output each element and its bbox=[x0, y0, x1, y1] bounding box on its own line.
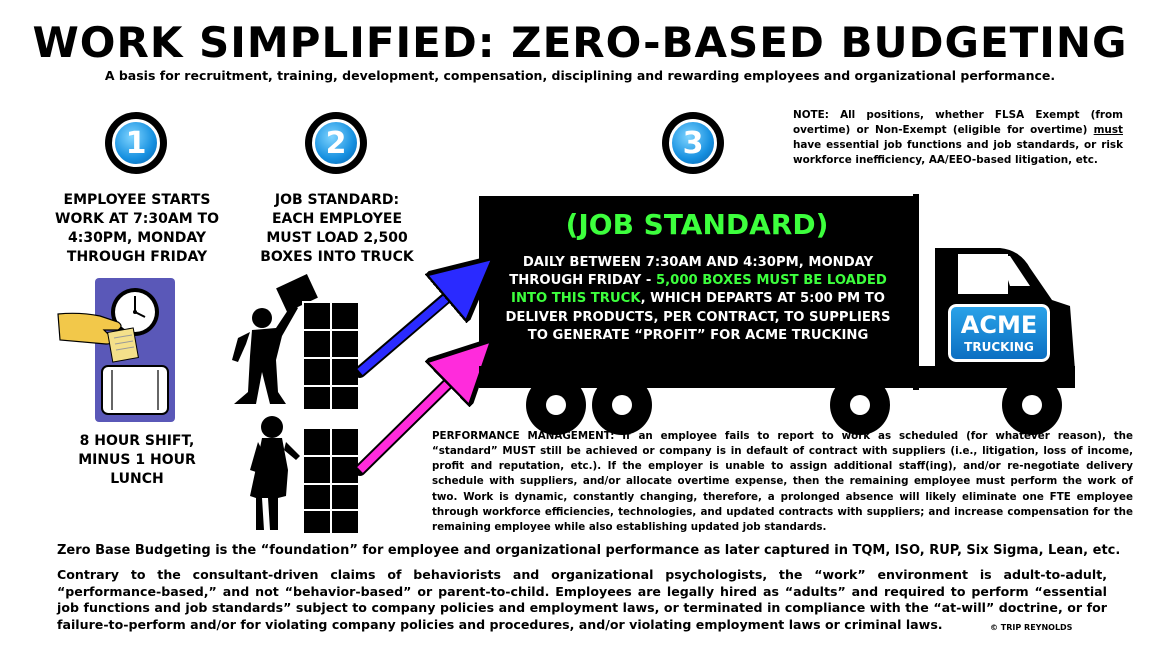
acme-logo-line2: TRUCKING bbox=[964, 340, 1034, 354]
step-2-heading: JOB STANDARD: EACH EMPLOYEE MUST LOAD 2,500 BOXES INTO TRUCK bbox=[260, 192, 414, 265]
page-title: WORK SIMPLIFIED: ZERO-BASED BUDGETING bbox=[32, 18, 1128, 67]
job-standard-text-before: DAILY BETWEEN 7:30AM AND 4:30PM, MONDAY THROUGH FRIDAY - bbox=[509, 255, 874, 289]
acme-trucking-logo bbox=[948, 304, 1050, 362]
step-3-number: 3 bbox=[669, 119, 717, 167]
note-emphasis: must bbox=[1093, 124, 1123, 137]
punch-machine-icon bbox=[102, 366, 168, 414]
note-suffix: have essential job functions and job standards, or risk workforce inefficiency, AA/EEO-based litigation, etc. bbox=[793, 139, 1123, 167]
step-1-number: 1 bbox=[112, 119, 160, 167]
worker-standing-icon bbox=[250, 416, 300, 530]
blue-arrow bbox=[360, 278, 470, 372]
performance-management-text: PERFORMANCE MANAGEMENT: If an employee fails to report to work as scheduled (for whatever reason), the “standard” MUST still be achieved or company is in default of contract with suppliers (i.e., litigation, loss of income, profit and reputation, etc.). If the employer is unable to assign additional staff(ing), and/or re-negotiate delivery schedule with suppliers, and/or allocate overtime expense, then the remaining employee must perform the work of two. Work is dynamic, constantly changing, therefore, a prolonged absence will likely eliminate one FTE employee through workforce efficiencies, technologies, and updated contracts with suppliers; and increase compensation for the remaining employee while also establishing updated job standards. bbox=[432, 430, 1133, 533]
page-subtitle: A basis for recruitment, training, development, compensation, disciplining and rewarding employees and organizational performance. bbox=[104, 68, 1056, 83]
job-standard-highlight: 5,000 BOXES MUST BE LOADED INTO THIS TRUCK bbox=[511, 273, 887, 307]
step-2-number: 2 bbox=[312, 119, 360, 167]
note-prefix: NOTE: All positions, whether FLSA Exempt (from overtime) or Non-Exempt (eligible for overtime) bbox=[793, 109, 1123, 137]
step-1-footer: 8 HOUR SHIFT, MINUS 1 HOUR LUNCH bbox=[78, 433, 196, 487]
zbb-statement: Zero Base Budgeting is the “foundation” for employee and organizational performance as later captured in TQM, ISO, RUP, Six Sigma, Lean, etc. bbox=[57, 543, 1121, 558]
job-standard-title: (JOB STANDARD) bbox=[565, 208, 829, 241]
copyright-text: © TRIP REYNOLDS bbox=[990, 623, 1073, 632]
job-standard-text-after: , WHICH DEPARTS AT 5:00 PM TO DELIVER PRODUCTS, PER CONTRACT, TO SUPPLIERS TO GENERATE “PROFIT” FOR ACME TRUCKING bbox=[505, 291, 891, 343]
contrary-statement: Contrary to the consultant-driven claims of behaviorists and organizational psychologists, the “work” environment is adult-to-adult, “performance-based,” and not “behavior-based” or parent-to-child. Employees are legally hired as “adults” and required to perform “essential job functions and job standards” subject to company policies and employment laws, or terminated in compliance with the “at-will” doctrine, or for failure-to-perform and/or for violating company policies and procedures, and/or violating employment laws or criminal laws. bbox=[57, 567, 1107, 633]
acme-logo-line1: ACME bbox=[960, 311, 1038, 339]
step-1-heading: EMPLOYEE STARTS WORK AT 7:30AM TO 4:30PM, MONDAY THROUGH FRIDAY bbox=[55, 192, 219, 265]
box-stack-2 bbox=[303, 428, 359, 534]
box-stack-1 bbox=[303, 302, 359, 410]
